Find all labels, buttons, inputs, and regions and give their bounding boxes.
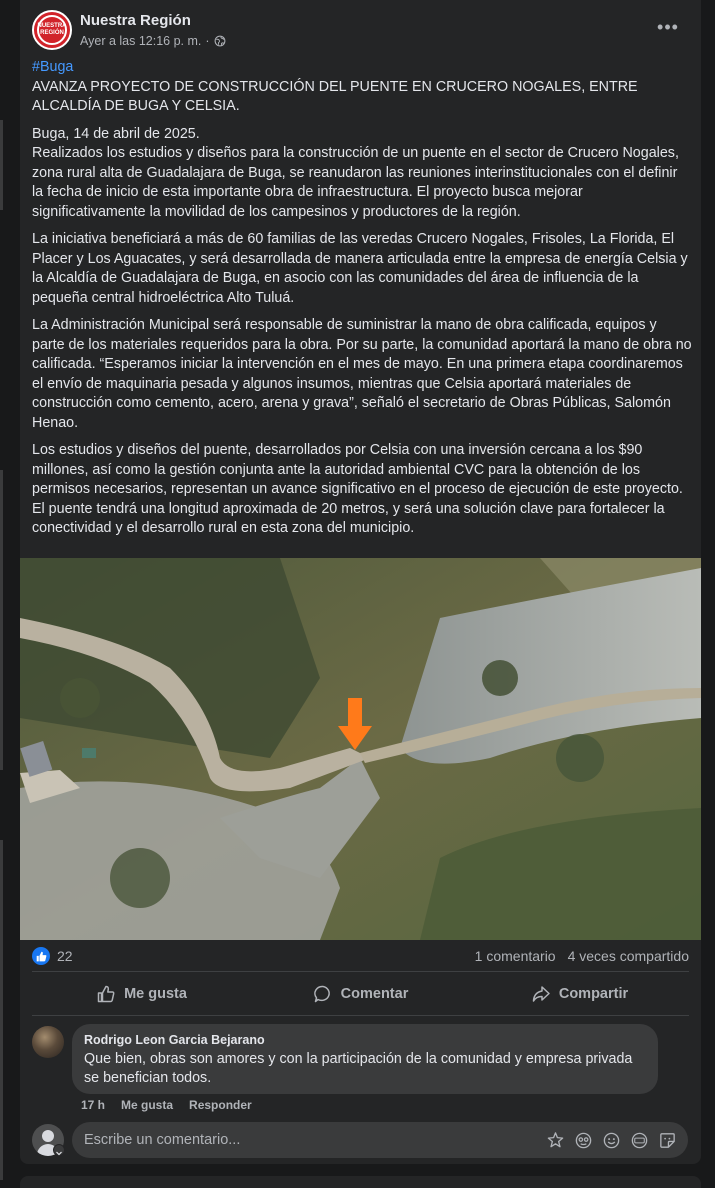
post-actions bbox=[32, 976, 689, 1012]
next-post-card bbox=[20, 1176, 701, 1188]
post-headline: AVANZA PROYECTO DE CONSTRUCCIÓN DEL PUENTE EN CRUCERO NOGALES, ENTRE ALCALDÍA DE BUGA Y CELSIA. bbox=[32, 78, 638, 114]
avatar-head bbox=[42, 1130, 54, 1142]
gif-icon[interactable] bbox=[630, 1131, 649, 1150]
comment-bubble bbox=[72, 1024, 658, 1094]
thumbs-up-outline-icon bbox=[96, 984, 116, 1004]
meta-separator: · bbox=[205, 34, 210, 48]
more-options-button[interactable]: ••• bbox=[657, 17, 679, 37]
commenter-avatar[interactable] bbox=[32, 1026, 64, 1058]
post-photo[interactable] bbox=[20, 558, 701, 940]
actions-divider bbox=[32, 1015, 689, 1016]
gutter-mark bbox=[0, 120, 3, 210]
left-gutter bbox=[0, 0, 20, 1188]
comment-button[interactable] bbox=[251, 976, 470, 1012]
post-stats bbox=[32, 946, 689, 968]
post-card bbox=[20, 0, 701, 1164]
globe-icon[interactable] bbox=[214, 35, 226, 47]
page-name[interactable]: Nuestra Región bbox=[80, 12, 191, 29]
share-arrow-icon bbox=[531, 984, 551, 1004]
page-avatar[interactable] bbox=[32, 10, 72, 50]
share-label: Compartir bbox=[558, 986, 629, 1002]
post-paragraph-4: Los estudios y diseños del puente, desarrollados por Celsia con una inversión cercana a los $90 millones, así como la gestión conjunta ante la autoridad ambiental CVC para la obtención de los permisos necesarios, representan un avance significativo en el proceso de ejecución de este proyecto. El puente tendrá una longitud aproximada de 20 metros, y será una solución clave para fortalecer la conectividad y el desarrollo rural en esta zona del municipio. bbox=[32, 442, 683, 536]
comment-input-placeholder: Escribe un comentario... bbox=[84, 1132, 241, 1148]
camera-icon[interactable] bbox=[574, 1131, 593, 1150]
comment-composer bbox=[32, 1122, 689, 1158]
post-header bbox=[32, 10, 689, 52]
gutter-mark bbox=[0, 470, 3, 770]
emoji-icon[interactable] bbox=[602, 1131, 621, 1150]
comment-text: Que bien, obras son amores y con la participación de la comunidad y empresa privada se benefician todos. bbox=[84, 1051, 633, 1086]
chevron-glyph bbox=[54, 1148, 64, 1158]
comment-like-button[interactable]: Me gusta bbox=[121, 1098, 174, 1112]
post-dateline: Buga, 14 de abril de 2025. bbox=[32, 125, 200, 142]
sticker-icon[interactable] bbox=[658, 1131, 677, 1150]
hashtag-link[interactable]: #Buga bbox=[32, 59, 74, 75]
comment-time[interactable]: 17 h bbox=[81, 1098, 106, 1112]
post-meta bbox=[80, 34, 226, 48]
page-logo bbox=[37, 15, 67, 45]
post-text bbox=[32, 58, 692, 547]
avatar-sticker-icon[interactable] bbox=[546, 1131, 565, 1150]
share-count[interactable]: 4 veces compartido bbox=[567, 948, 689, 964]
like-reaction-icon[interactable] bbox=[32, 947, 50, 965]
comment-reply-button[interactable]: Responder bbox=[189, 1098, 252, 1112]
logo-text-top: NUESTRA bbox=[37, 23, 67, 29]
logo-text-bottom: REGIÓN bbox=[40, 30, 64, 36]
chevron-down-icon[interactable] bbox=[53, 1144, 65, 1156]
post-timestamp[interactable]: Ayer a las 12:16 p. m. bbox=[80, 34, 202, 48]
post-paragraph-2: La iniciativa beneficiará a más de 60 familias de las veredas Crucero Nogales, Frisoles, La Florida, El Placer y Los Aguacates, y será desarrollada de manera articulada entre la empresa de energía Celsia y la Alcaldía de Guadalajara de Buga, en asocio con las comunidades del área de influencia de la pequeña central hidroeléctrica Alto Tuluá. bbox=[32, 231, 688, 306]
thumbs-up-icon bbox=[36, 951, 47, 962]
commenter-name[interactable]: Rodrigo Leon Garcia Bejarano bbox=[84, 1033, 265, 1047]
composer-icons bbox=[546, 1122, 677, 1158]
post-paragraph-3: La Administración Municipal será responsable de suministrar la mano de obra calificada, equipos y parte de los materiales requeridos para la obra. Por su parte, la comunidad aportará la mano de obra no calificada. “Esperamos iniciar la intervención en el mes de mayo. En una primera etapa coordinaremos el envío de maquinaria pesada y algunos insumos, mientras que Celsia aportará materiales de construcción como cemento, acero, arena y grava”, señaló el secretario de Obras Públicas, Salomón Henao. bbox=[32, 317, 692, 431]
comment-count[interactable]: 1 comentario bbox=[474, 948, 556, 964]
comment-actions bbox=[81, 1098, 252, 1112]
like-button[interactable] bbox=[32, 976, 251, 1012]
stats-right bbox=[475, 948, 689, 964]
reaction-count[interactable]: 22 bbox=[57, 948, 73, 964]
stats-divider bbox=[32, 971, 689, 972]
post-paragraph-1: Realizados los estudios y diseños para la construcción de un puente en el sector de Crucero Nogales, zona rural alta de Guadalajara de Buga, se reanudaron las reuniones interinstitucionales con el definir la fecha de inicio de esta importante obra de infraestructura. El proyecto busca mejorar significativamente la movilidad de los campesinos y productores de la región. bbox=[32, 145, 679, 220]
like-label: Me gusta bbox=[124, 986, 187, 1002]
aerial-photo-illustration bbox=[20, 558, 701, 940]
comment-bubble-icon bbox=[313, 984, 333, 1004]
share-button[interactable] bbox=[470, 976, 689, 1012]
gutter-mark bbox=[0, 840, 3, 1180]
comment-label: Comentar bbox=[340, 986, 409, 1002]
comment-item bbox=[32, 1024, 689, 1116]
